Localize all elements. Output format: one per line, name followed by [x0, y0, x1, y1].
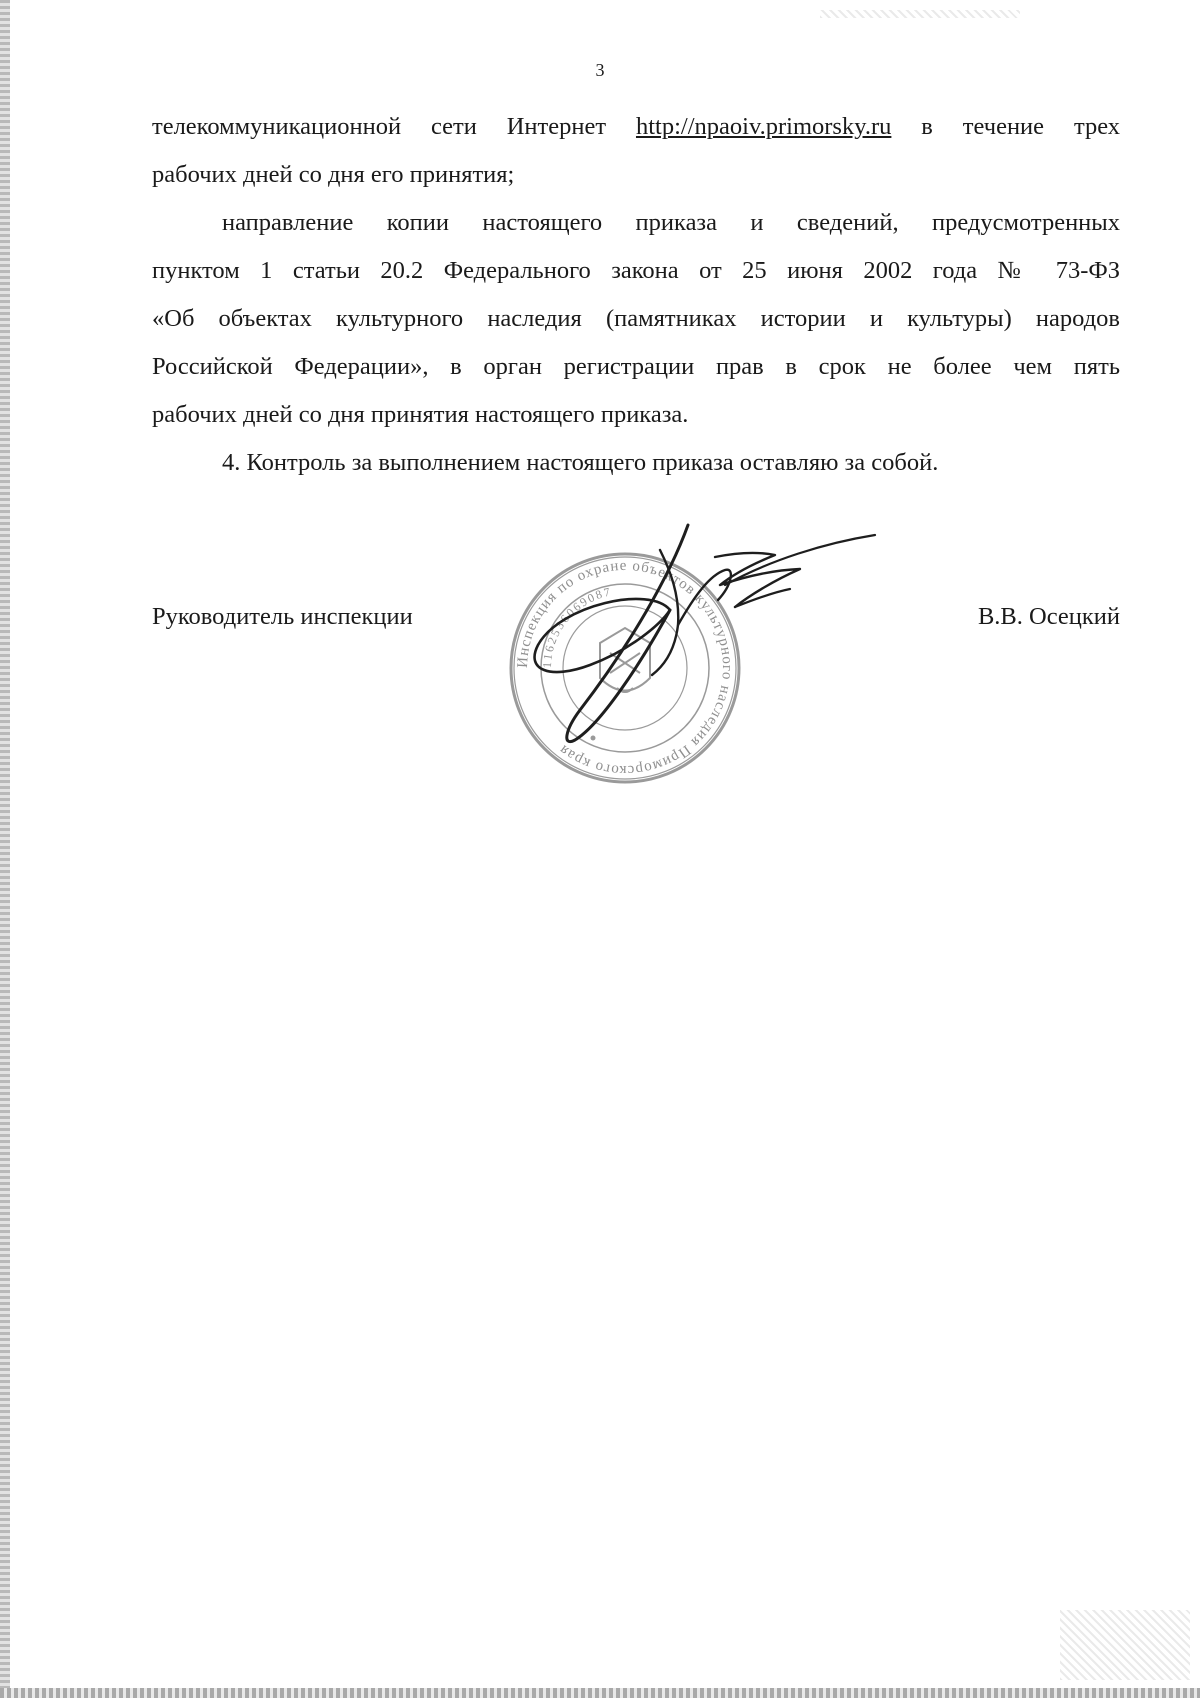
text-line: Российской Федерации», в орган регистрации прав в срок не более чем пять	[152, 353, 1120, 380]
page-number: 3	[595, 60, 605, 80]
text-line: рабочих дней со дня принятия настоящего приказа.	[152, 401, 689, 428]
stamp-number: 1162536069087	[539, 584, 614, 669]
stamp-outer-text: Инспекция по охране объектов культурного наследия Приморского края	[514, 557, 736, 779]
text-line: рабочих дней со дня его принятия;	[152, 161, 515, 188]
text-line: в течение трех	[891, 113, 1121, 140]
body-text	[152, 103, 1120, 487]
paragraph-control: 4. Контроль за выполнением настоящего приказа оставляю за собой.	[222, 449, 939, 476]
signer-position: Руководитель инспекции	[152, 603, 413, 630]
text-line: пунктом 1 статьи 20.2 Федерального закона от 25 июня 2002 года № 73-ФЗ	[152, 257, 1120, 284]
scan-edge-left	[0, 0, 10, 1698]
paragraph-publication	[152, 103, 1120, 151]
paragraph-registration: направление копии настоящего приказа и сведений, предусмотренных	[222, 209, 1120, 236]
signer-name: В.В. Осецкий	[977, 603, 1120, 630]
website-link[interactable]: http://npaoiv.primorsky.ru	[635, 113, 892, 140]
text-line: «Об объектах культурного наследия (памятниках истории и культуры) народов	[152, 305, 1120, 332]
scan-noise	[1060, 1610, 1190, 1680]
text-line: телекоммуникационной сети Интернет	[152, 113, 636, 140]
handwritten-signature	[520, 515, 880, 755]
scan-edge-bottom	[0, 1688, 1200, 1698]
scan-noise	[820, 10, 1020, 18]
